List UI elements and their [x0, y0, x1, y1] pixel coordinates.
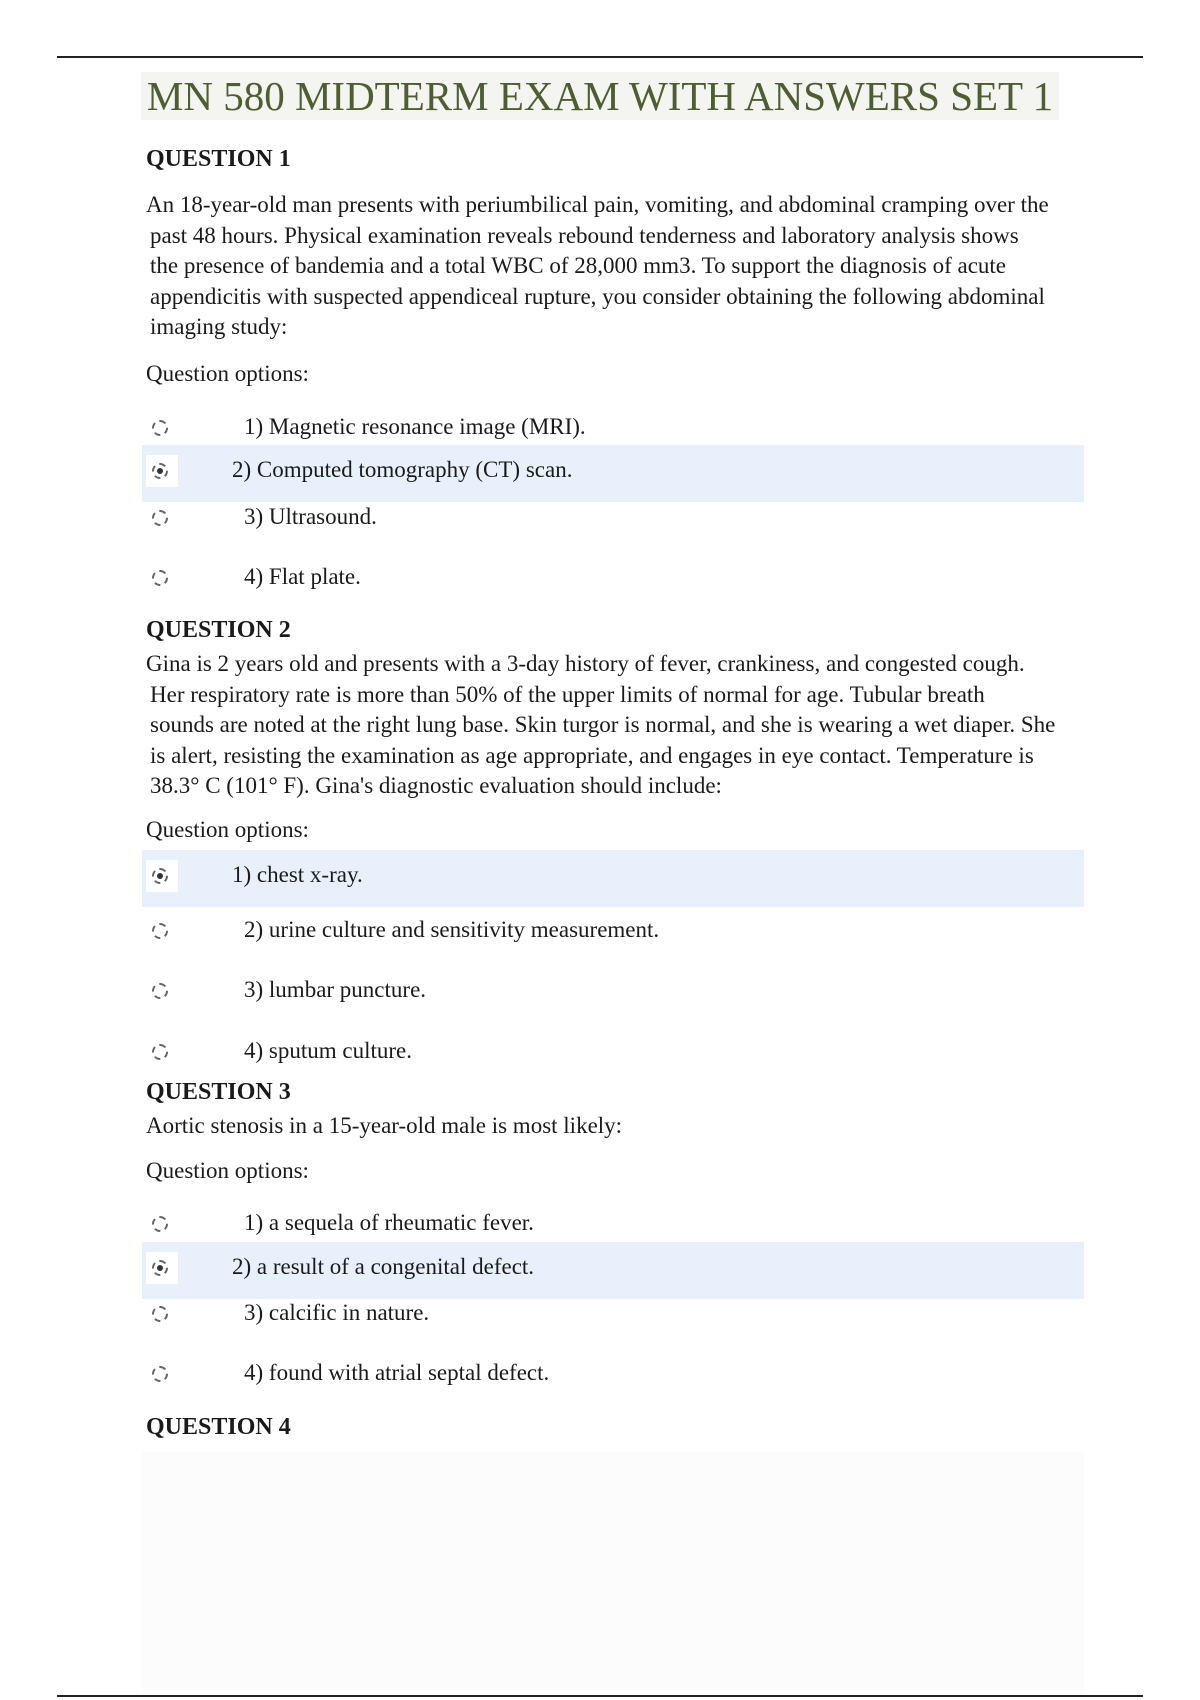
option-text: 1) chest x-ray. [232, 862, 363, 887]
document-title-wrap [0, 72, 1200, 120]
question-2-heading: QUESTION 2 [146, 617, 291, 643]
option-text: 2) a result of a congenital defect. [232, 1254, 535, 1279]
top-rule [57, 56, 1143, 58]
radio-container [146, 1358, 178, 1390]
question-2-option-2[interactable] [142, 905, 1084, 962]
question-1-option-3[interactable] [142, 492, 1084, 549]
radio-button-icon[interactable] [152, 1366, 168, 1382]
question-text-line: sounds are noted at the right lung base. Skin turgor is normal, and she is wearing a wet diaper. She [150, 712, 1056, 737]
radio-container [146, 975, 178, 1007]
radio-container [146, 502, 178, 534]
option-text: 3) Ultrasound. [244, 504, 377, 529]
radio-button-icon[interactable] [152, 510, 168, 526]
option-text: 4) Flat plate. [244, 564, 361, 589]
question-3-options-label: Question options: [146, 1158, 309, 1183]
option-text: 2) Computed tomography (CT) scan. [232, 457, 573, 482]
radio-button-selected-icon[interactable] [152, 463, 168, 479]
radio-button-selected-icon[interactable] [152, 1260, 168, 1276]
question-1-text [146, 190, 1092, 343]
question-text-line: is alert, resisting the examination as age appropriate, and engages in eye contact. Temperature is [150, 742, 1034, 768]
radio-container [146, 562, 178, 594]
question-text-line: Her respiratory rate is more than 50% of the upper limits of normal for age. Tubular breath [150, 681, 985, 707]
question-3-text [146, 1111, 1092, 1142]
question-1-options-label: Question options: [146, 361, 309, 386]
option-text: 3) calcific in nature. [244, 1300, 430, 1325]
radio-button-icon[interactable] [152, 1216, 168, 1232]
radio-button-icon[interactable] [152, 570, 168, 586]
question-1-option-4[interactable] [142, 552, 1084, 609]
question-text-line: Aortic stenosis in a 15-year-old male is most likely: [146, 1113, 623, 1138]
question-text-line: 38.3° C (101° F). Gina's diagnostic evaluation should include: [150, 773, 722, 798]
option-text: 2) urine culture and sensitivity measurement. [244, 917, 660, 942]
question-text-line: past 48 hours. Physical examination reveals rebound tenderness and laboratory analysis shows [150, 222, 1019, 248]
bottom-rule [57, 1695, 1143, 1697]
question-2-option-4[interactable] [142, 1026, 1084, 1083]
question-2-options-label: Question options: [146, 817, 309, 842]
radio-button-icon[interactable] [152, 983, 168, 999]
radio-container [146, 1208, 178, 1240]
question-4-heading: QUESTION 4 [146, 1414, 291, 1440]
radio-container [146, 1298, 178, 1330]
question-2-option-3[interactable] [142, 965, 1084, 1022]
radio-button-icon[interactable] [152, 420, 168, 436]
question-3-option-4[interactable] [142, 1348, 1084, 1405]
radio-button-icon[interactable] [152, 1306, 168, 1322]
document-title: MN 580 MIDTERM EXAM WITH ANSWERS SET 1 [141, 72, 1059, 120]
question-4-content-area [142, 1452, 1084, 1695]
option-text: 3) lumbar puncture. [244, 977, 427, 1002]
question-3-heading: QUESTION 3 [146, 1079, 291, 1105]
question-text-line: appendicitis with suspected appendiceal rupture, you consider obtaining the following abdominal [150, 283, 1045, 309]
question-text-line: the presence of bandemia and a total WBC of 28,000 mm3. To support the diagnosis of acute [150, 253, 1007, 278]
radio-container [146, 1036, 178, 1068]
radio-container [146, 860, 178, 892]
question-text-line: An 18-year-old man presents with periumbilical pain, vomiting, and abdominal cramping over the [146, 192, 1049, 217]
question-text-line: imaging study: [150, 314, 288, 339]
question-2-text [146, 649, 1092, 802]
radio-container [146, 915, 178, 947]
question-1-heading: QUESTION 1 [146, 146, 291, 172]
radio-button-icon[interactable] [152, 923, 168, 939]
radio-button-selected-icon[interactable] [152, 868, 168, 884]
question-3-option-3[interactable] [142, 1288, 1084, 1345]
radio-container [146, 455, 178, 487]
question-2-option-1[interactable] [142, 850, 1084, 907]
option-text: 1) Magnetic resonance image (MRI). [244, 414, 586, 439]
option-text: 1) a sequela of rheumatic fever. [244, 1210, 534, 1235]
question-text-line: Gina is 2 years old and presents with a 3-day history of fever, crankiness, and congested cough. [146, 651, 1025, 676]
radio-container [146, 1252, 178, 1284]
radio-button-icon[interactable] [152, 1044, 168, 1060]
radio-container [146, 412, 178, 444]
option-text: 4) sputum culture. [244, 1038, 412, 1063]
option-text: 4) found with atrial septal defect. [244, 1360, 550, 1385]
